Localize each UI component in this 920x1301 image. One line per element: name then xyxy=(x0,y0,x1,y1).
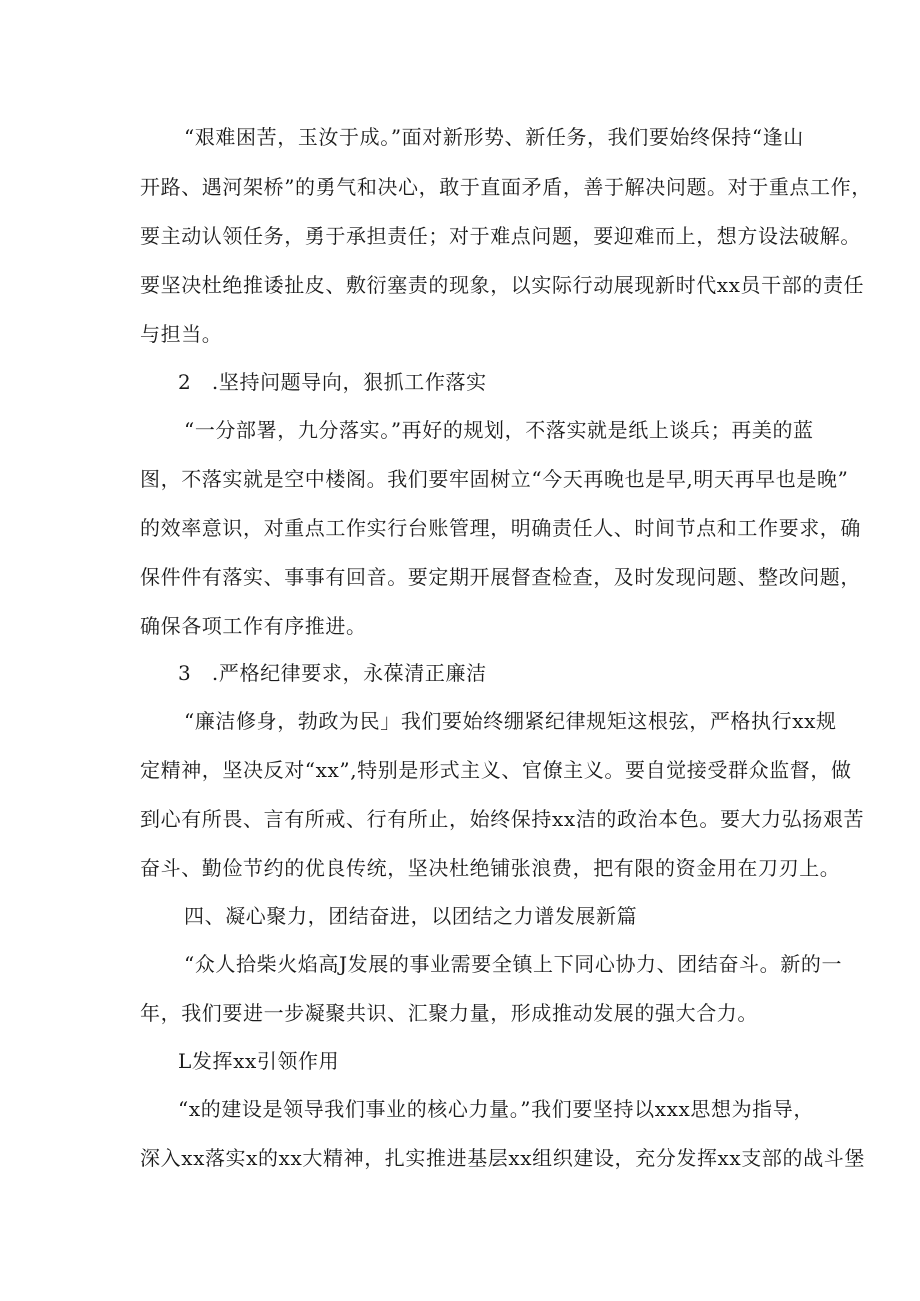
paragraph-2-line-1: “一分部署，九分落实。”再好的规划，不落实就是纸上谈兵；再美的蓝 xyxy=(184,418,814,442)
paragraph-1-line-5: 与担当。 xyxy=(140,322,223,346)
paragraph-5-line-2: 深入xx落实x的xx大精神，扎实推进基层xx组织建设，充分发挥xx支部的战斗堡 xyxy=(140,1146,865,1170)
section-heading-3: 3 .严格纪律要求，永葆清正廉洁 xyxy=(178,661,487,685)
paragraph-5-line-1: “x的建设是领导我们事业的核心力量。”我们要坚持以xxx思想为指导， xyxy=(178,1097,814,1121)
paragraph-1-line-1: “艰难困苦，玉汝于成。”面对新形势、新任务，我们要始终保持“逢山 xyxy=(184,125,804,149)
paragraph-3-line-2: 定精神，坚决反对“xx”,特别是形式主义、官僚主义。要自觉接受群众监督，做 xyxy=(140,758,852,782)
section-heading-l: L发挥xx引领作用 xyxy=(178,1049,340,1073)
paragraph-2-line-4: 保件件有落实、事事有回音。要定期开展督查检查，及时发现问题、整改问题， xyxy=(140,565,861,589)
paragraph-2-line-5: 确保各项工作有序推进。 xyxy=(140,614,367,638)
paragraph-4-line-1: “众人拾柴火焰高J发展的事业需要全镇上下同心协力、团结奋斗。新的一 xyxy=(184,952,843,976)
chapter-heading-4: 四、凝心聚力，团结奋进，以团结之力谱发展新篇 xyxy=(184,904,638,928)
paragraph-3-line-4: 奋斗、勤俭节约的优良传统，坚决杜绝铺张浪费，把有限的资金用在刀刃上。 xyxy=(140,856,841,880)
paragraph-1-line-4: 要坚决杜绝推诿扯皮、敷衍塞责的现象，以实际行动展现新时代xx员干部的责任 xyxy=(140,273,865,297)
section-heading-2: 2 .坚持问题导向，狠抓工作落实 xyxy=(178,370,487,394)
paragraph-4-line-2: 年，我们要进一步凝聚共识、汇聚力量，形成推动发展的强大合力。 xyxy=(140,1001,758,1025)
paragraph-3-line-1: “廉洁修身，勃政为民」我们要始终绷紧纪律规矩这根弦，严格执行xx规 xyxy=(184,709,837,733)
paragraph-1-line-2: 开路、遇河架桥”的勇气和决心，敢于直面矛盾，善于解决问题。对于重点工作， xyxy=(140,175,872,199)
paragraph-1-line-3: 要主动认领任务，勇于承担责任；对于难点问题，要迎难而上，想方设法破解。 xyxy=(140,224,861,248)
paragraph-2-line-2: 图，不落实就是空中楼阁。我们要牢固树立“今天再晚也是早,明天再早也是晚” xyxy=(140,467,849,491)
paragraph-3-line-3: 到心有所畏、言有所戒、行有所止，始终保持xx洁的政治本色。要大力弘扬艰苦 xyxy=(140,807,865,831)
paragraph-2-line-3: 的效率意识，对重点工作实行台账管理，明确责任人、时间节点和工作要求，确 xyxy=(140,516,861,540)
